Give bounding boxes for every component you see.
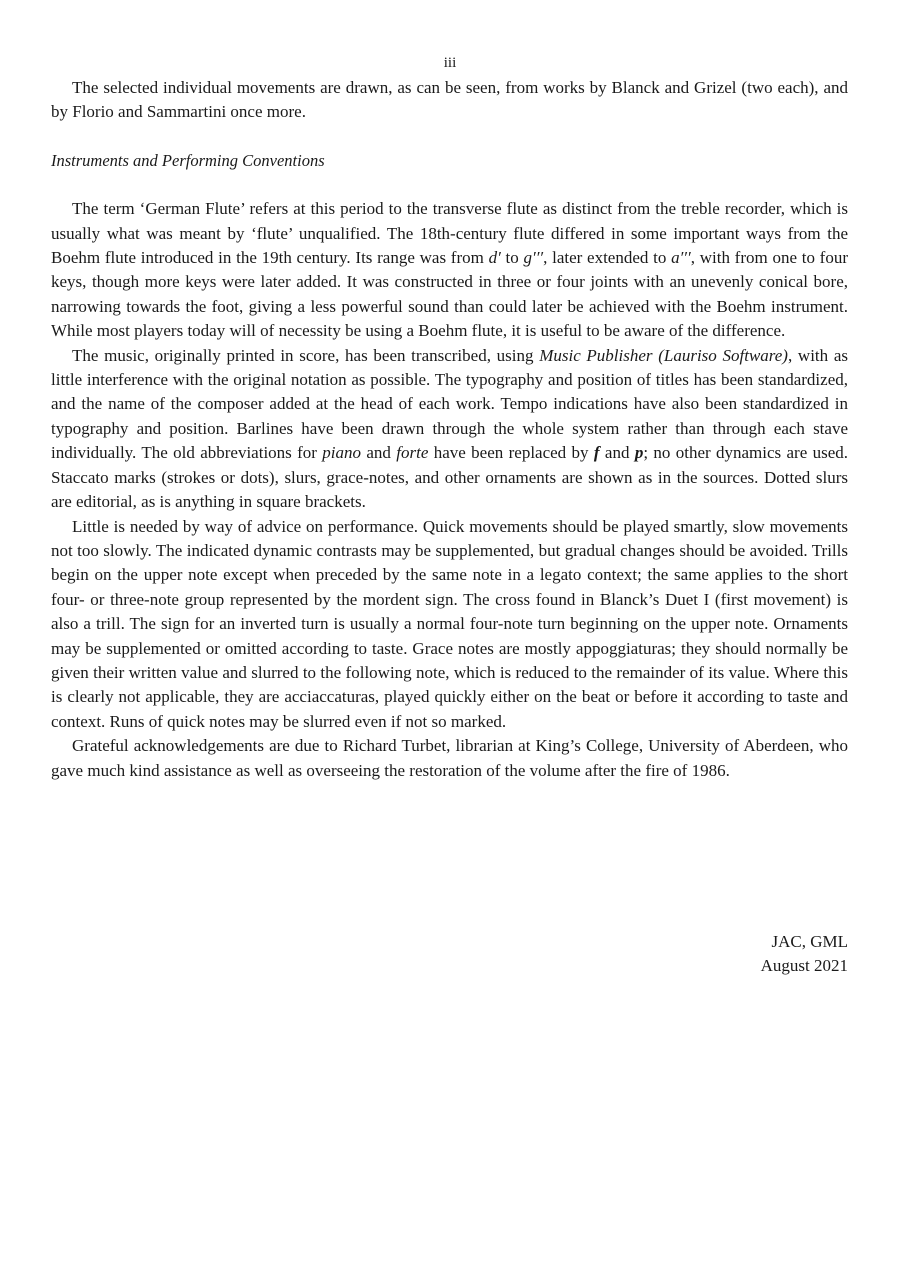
piano-term: piano	[322, 443, 362, 463]
acknowledgements-paragraph: Grateful acknowledgements are due to Richard Turbet, librarian at King’s College, University of Aberdeen, who gave much kind assistance as well as overseeing the restoration of the volume after the fire of 1986.	[51, 736, 848, 780]
page-number: iii	[443, 55, 457, 71]
section-heading: Instruments and Performing Conventions	[51, 150, 325, 170]
note-g: g′′′	[523, 248, 544, 268]
signoff-date: August 2021	[760, 956, 848, 976]
note-d: d′	[488, 248, 501, 268]
body-text	[51, 76, 848, 783]
dynamic-f: f	[593, 443, 600, 463]
forte-term: forte	[396, 443, 429, 463]
intro-paragraph: The selected individual movements are drawn, as can be seen, from works by Blanck and Grizel (two each), and by Florio and Sammartini once more.	[51, 78, 848, 122]
dynamic-p: p	[634, 443, 644, 463]
software-name: Music Publisher (Lauriso Software)	[539, 345, 788, 365]
transcription-paragraph: The music, originally printed in score, has been transcribed, using Music Publisher (Lauriso Software), with as little interference with the original notation as possible. The typography and position of titles has been standardized, and the name of the composer added at the head of each work. Tempo indications have also been standardized in typography and position. Barlines have been drawn through the whole system rather than through each stave individually. The old abbreviations for piano and forte have been replaced by f and p; no other dynamics are used. Staccato marks (strokes or dots), slurs, grace-notes, and other ornaments are shown as in the sources. Dotted slurs are editorial, as is anything in square brackets.	[51, 345, 849, 512]
flute-paragraph: The term ‘German Flute’ refers at this period to the transverse flute as distinct from the treble recorder, which is usually what was meant by ‘flute’ unqualified. The 18th-century flute differed in some important ways from the Boehm flute introduced in the 19th century. Its range was from d′ to g′′′, later extended to a′′′, with from one to four keys, though more keys were later added. It was constructed in three or four joints with an unevenly conical bore, narrowing towards the foot, giving a less powerful sound than could later be achieved with the Boehm instrument. While most players today will of necessity be using a Boehm flute, it is useful to be aware of the difference.	[51, 199, 848, 341]
signoff-initials: JAC, GML	[771, 932, 848, 951]
signoff	[51, 930, 848, 979]
performance-paragraph: Little is needed by way of advice on performance. Quick movements should be played smartly, slow movements not too slowly. The indicated dynamic contrasts may be supplemented, but gradual changes should be avoided. Trills begin on the upper note except when preceded by the same note in a legato context; the same applies to the short four- or three-note group represented by the mordent sign. The cross found in Blanck’s Duet I (first movement) is also a trill. The sign for an inverted turn is usually a normal four-note turn beginning on the upper note. Ornaments may be supplemented or omitted according to taste. Grace notes are mostly appoggiaturas; they should normally be given their written value and slurred to the following note, which is reduced to the remainder of its value. Where this is clearly not applicable, they are acciaccaturas, played quickly either on the beat or before it according to taste and context. Runs of quick notes may be slurred even if not so marked.	[51, 516, 848, 731]
note-a: a′′′	[671, 248, 691, 268]
